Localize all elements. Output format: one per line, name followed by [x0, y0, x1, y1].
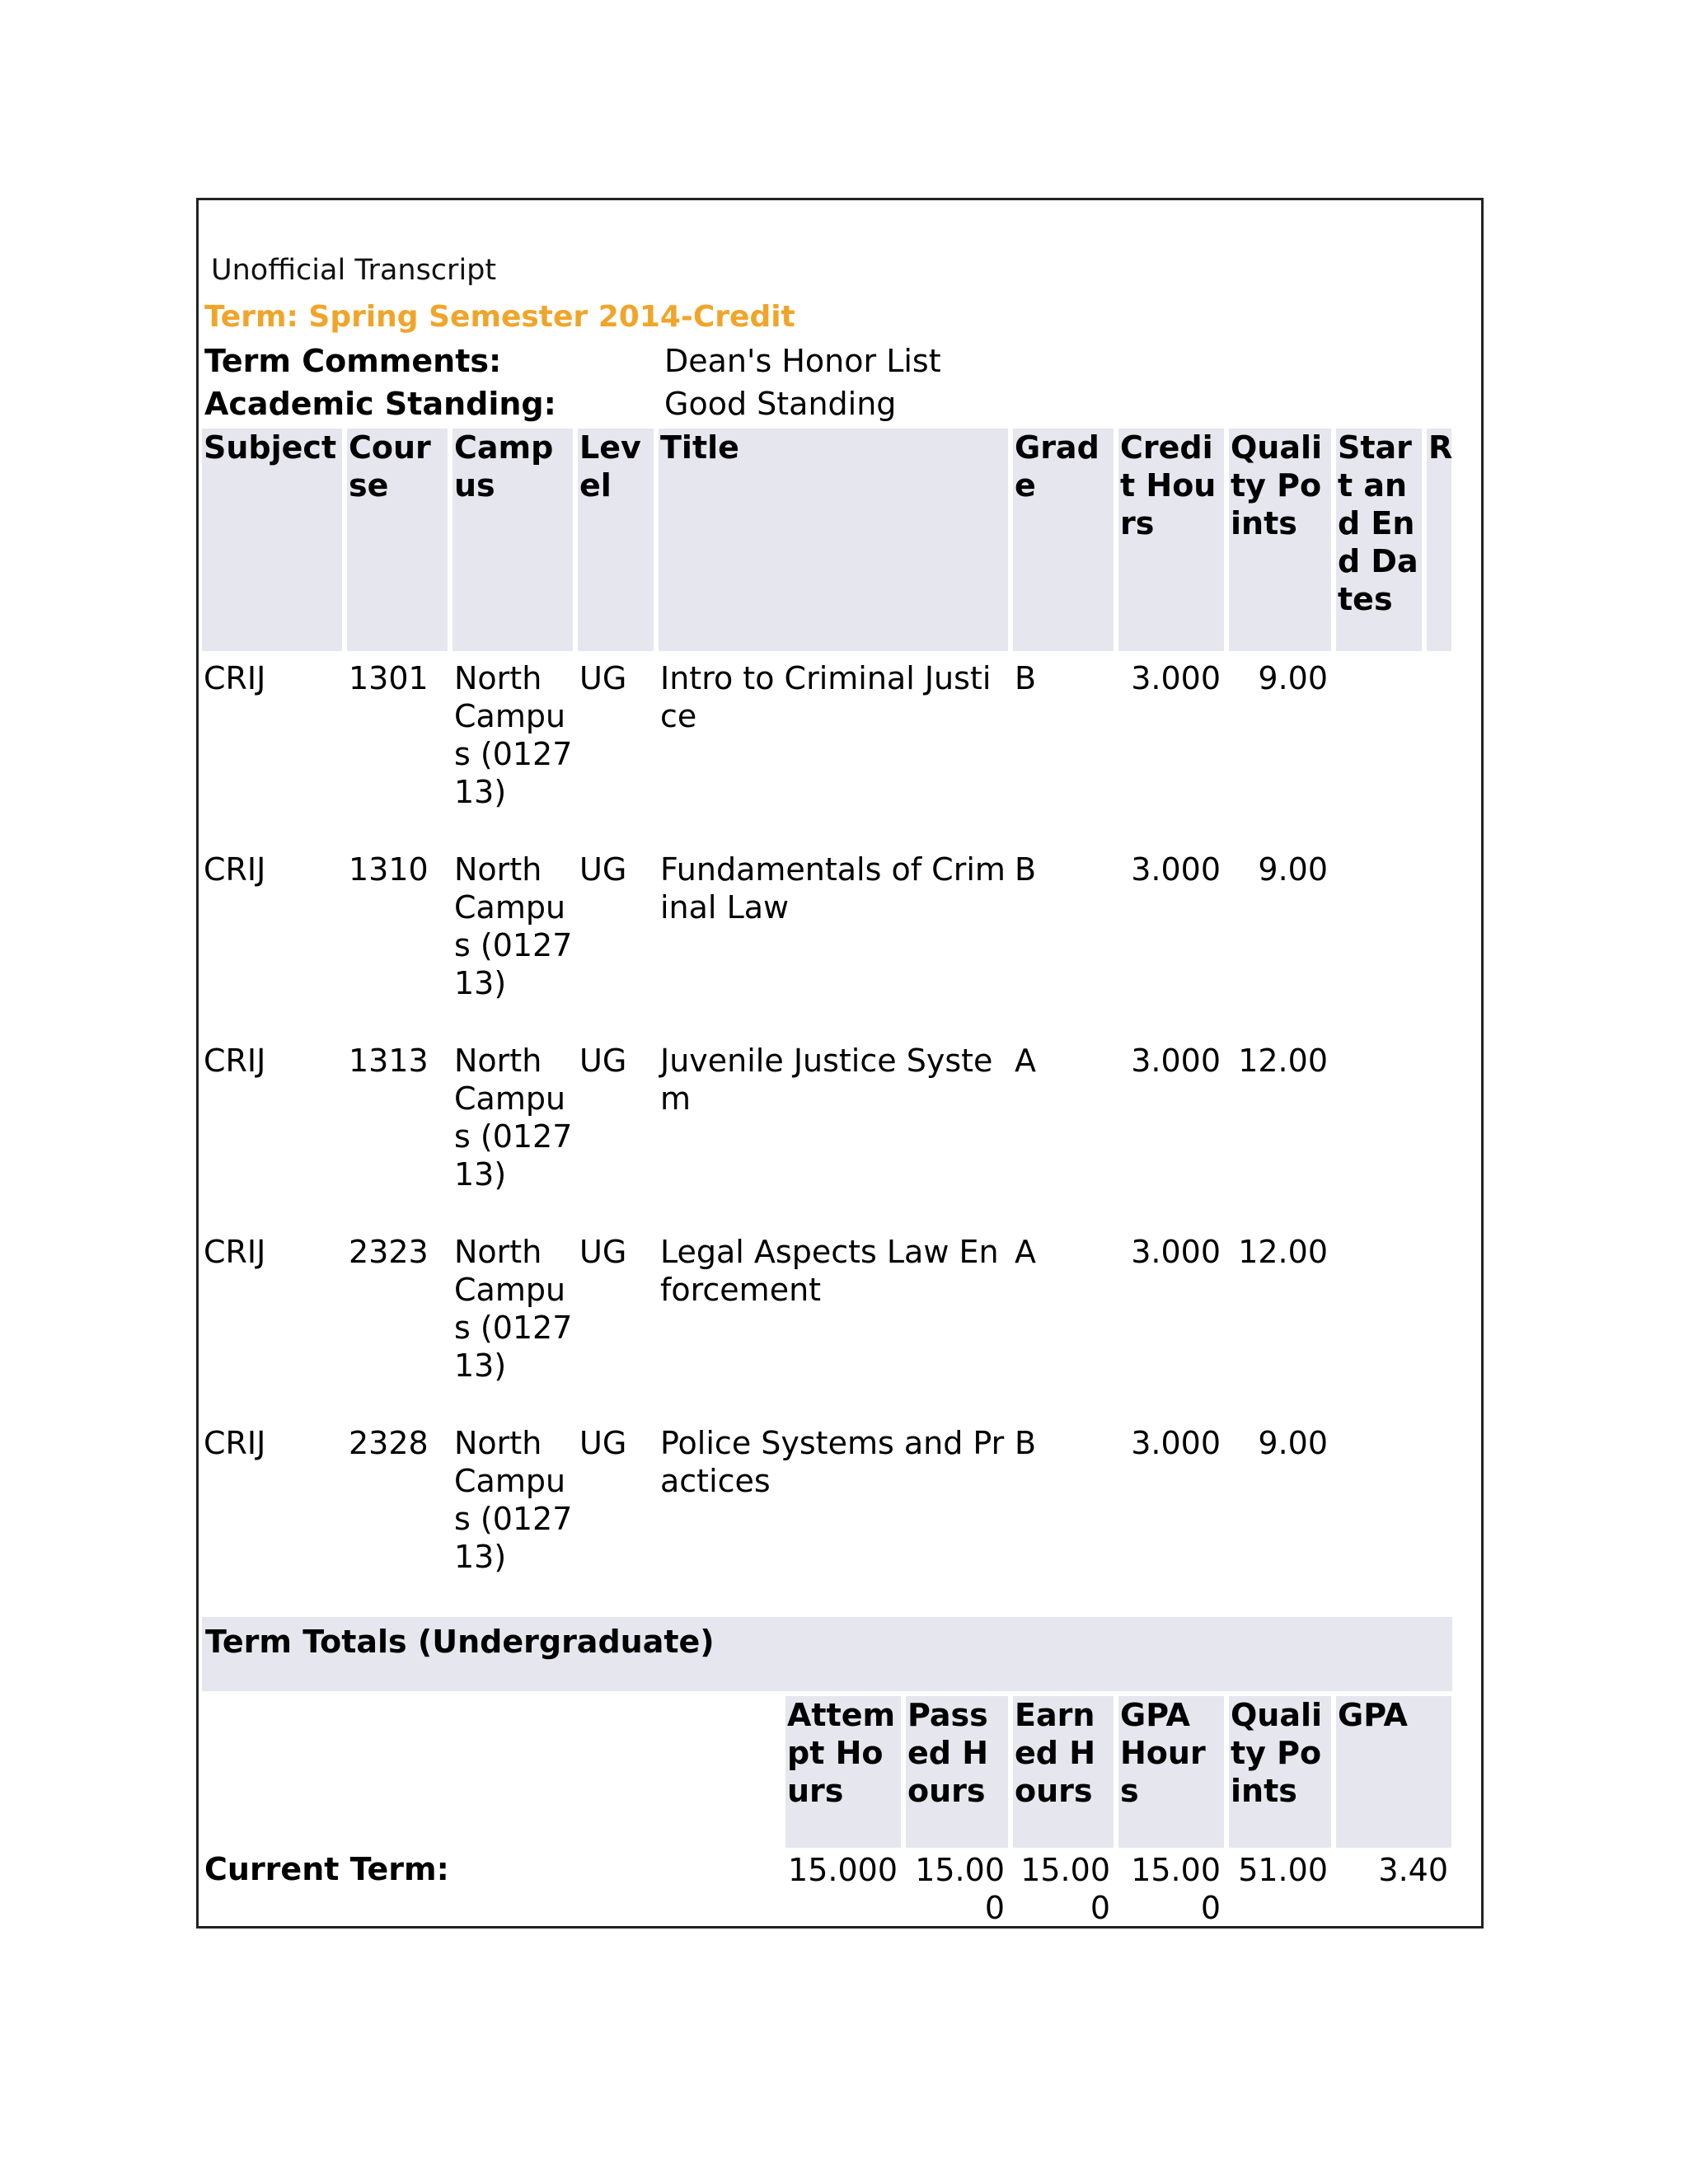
current-quality-points: 51.00 [1238, 1852, 1328, 1888]
col-header-r: R [1427, 429, 1451, 651]
cell-credit-hours: 3.000 [1131, 1425, 1221, 1461]
cell-subject: CRIJ [204, 660, 266, 696]
cell-subject: CRIJ [204, 1043, 266, 1079]
col-header-course: Course [347, 429, 448, 651]
col-header-campus: Campus [452, 429, 573, 651]
current-gpa: 3.40 [1378, 1852, 1448, 1888]
cell-credit-hours: 3.000 [1131, 1043, 1221, 1079]
page-label: Unofficial Transcript [211, 254, 497, 287]
totals-header-quality-points: Quality Points [1229, 1696, 1331, 1848]
cell-course: 1301 [349, 660, 429, 696]
cell-level: UG [579, 1425, 627, 1461]
cell-title: Legal Aspects Law Enforcement [660, 1234, 999, 1308]
current-passed-hours: 15.000 [915, 1852, 1005, 1926]
cell-campus: North Campus (012713) [454, 1425, 573, 1575]
current-term-label: Current Term: [204, 1851, 449, 1887]
cell-grade: A [1015, 1043, 1036, 1079]
cell-title: Police Systems and Practices [660, 1425, 1005, 1499]
academic-standing-value: Good Standing [664, 386, 897, 422]
cell-quality-points: 12.00 [1238, 1043, 1328, 1079]
cell-quality-points: 9.00 [1258, 851, 1328, 888]
cell-level: UG [579, 1043, 627, 1079]
cell-quality-points: 9.00 [1258, 1425, 1328, 1461]
totals-header-attempt-hours: Attempt Hours [785, 1696, 901, 1848]
cell-credit-hours: 3.000 [1131, 660, 1221, 696]
col-header-level: Level [578, 429, 654, 651]
cell-campus: North Campus (012713) [454, 851, 573, 1001]
cell-campus: North Campus (012713) [454, 1043, 573, 1193]
cell-subject: CRIJ [204, 1425, 266, 1461]
cell-level: UG [579, 851, 627, 888]
cell-course: 1310 [349, 851, 429, 888]
cell-subject: CRIJ [204, 851, 266, 888]
totals-header-gpa-hours: GPA Hours [1118, 1696, 1224, 1848]
current-gpa-hours: 15.000 [1131, 1852, 1221, 1926]
cell-title: Fundamentals of Criminal Law [660, 851, 1006, 926]
term-heading: Term: Spring Semester 2014-Credit [204, 300, 795, 334]
cell-course: 1313 [349, 1043, 429, 1079]
totals-header-gpa: GPA [1336, 1696, 1451, 1848]
term-totals-title: Term Totals (Undergraduate) [202, 1617, 1452, 1691]
totals-header-earned-hours: Earned Hours [1013, 1696, 1114, 1848]
cell-campus: North Campus (012713) [454, 1234, 573, 1384]
current-earned-hours: 15.000 [1020, 1852, 1110, 1926]
term-comments-value: Dean's Honor List [664, 343, 941, 379]
col-header-subject: Subject [202, 429, 342, 651]
cell-campus: North Campus (012713) [454, 660, 573, 810]
col-header-quality-points: Quality Points [1229, 429, 1331, 651]
cell-grade: B [1015, 1425, 1037, 1461]
cell-subject: CRIJ [204, 1234, 266, 1270]
current-attempt-hours: 15.000 [788, 1852, 898, 1888]
cell-level: UG [579, 660, 627, 696]
cell-grade: B [1015, 851, 1037, 888]
cell-credit-hours: 3.000 [1131, 1234, 1221, 1270]
term-comments-label: Term Comments: [204, 343, 502, 379]
cell-course: 2328 [349, 1425, 429, 1461]
cell-quality-points: 9.00 [1258, 660, 1328, 696]
col-header-grade: Grade [1013, 429, 1114, 651]
academic-standing-label: Academic Standing: [204, 386, 556, 422]
cell-course: 2323 [349, 1234, 429, 1270]
col-header-credit-hours: Credit Hours [1118, 429, 1224, 651]
cell-title: Intro to Criminal Justice [660, 660, 992, 734]
totals-header-passed-hours: Passed Hours [906, 1696, 1008, 1848]
cell-level: UG [579, 1234, 627, 1270]
cell-credit-hours: 3.000 [1131, 851, 1221, 888]
cell-title: Juvenile Justice System [660, 1043, 993, 1117]
col-header-title: Title [659, 429, 1008, 651]
col-header-dates: Start and End Dates [1336, 429, 1422, 651]
cell-grade: B [1015, 660, 1037, 696]
cell-grade: A [1015, 1234, 1036, 1270]
cell-quality-points: 12.00 [1238, 1234, 1328, 1270]
